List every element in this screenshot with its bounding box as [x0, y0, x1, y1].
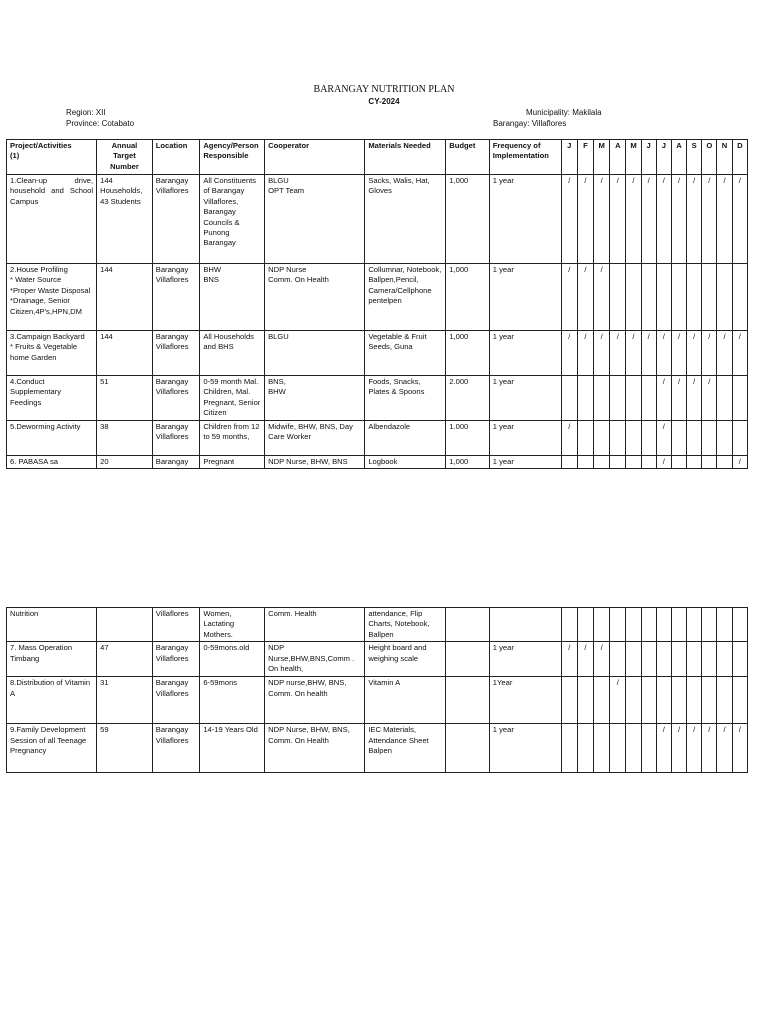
month-mark-feb: [577, 376, 593, 421]
month-mark-mar: /: [594, 642, 610, 677]
location-cell: Barangay Villaflores: [152, 264, 200, 331]
month-mark-jan: [561, 677, 577, 724]
frequency-cell: 1 year: [489, 376, 561, 421]
month-mark-dec: [732, 376, 747, 421]
header-agency: Agency/Person Responsible: [200, 140, 265, 175]
month-mark-oct: [702, 421, 717, 456]
province-label: Province: Cotabato: [66, 119, 135, 128]
month-mark-mar: [594, 376, 610, 421]
budget-cell: [446, 608, 490, 642]
month-mark-oct: /: [702, 175, 717, 264]
agency-cell: 0-59mons.old: [200, 642, 265, 677]
month-mark-may: /: [626, 331, 641, 376]
agency-cell: BHW BNS: [200, 264, 265, 331]
month-mark-mar: [594, 677, 610, 724]
month-mark-aug: /: [671, 376, 686, 421]
materials-cell: IEC Materials, Attendance Sheet Balpen: [365, 724, 446, 773]
materials-cell: Vitamin A: [365, 677, 446, 724]
header-month-aug: A: [671, 140, 686, 175]
month-mark-feb: [577, 677, 593, 724]
agency-cell: 6-59mons: [200, 677, 265, 724]
project-cell: 8.Distribution of Vitamin A: [7, 677, 97, 724]
month-mark-dec: [732, 608, 747, 642]
target-cell: 31: [97, 677, 153, 724]
agency-cell: Children from 12 to 59 months,: [200, 421, 265, 456]
month-mark-may: [626, 264, 641, 331]
project-cell: 5.Deworming Activity: [7, 421, 97, 456]
header-month-may: M: [626, 140, 641, 175]
table-row: [7, 421, 748, 456]
target-cell: 59: [97, 724, 153, 773]
month-mark-may: [626, 724, 641, 773]
agency-cell: Pregnant: [200, 456, 265, 469]
location-cell: Barangay Villaflores: [152, 724, 200, 773]
materials-cell: Height board and weighing scale: [365, 642, 446, 677]
budget-cell: [446, 724, 490, 773]
table-row: [7, 456, 748, 469]
header-project: Project/Activities (1): [7, 140, 97, 175]
month-mark-oct: [702, 608, 717, 642]
location-cell: Barangay Villaflores: [152, 642, 200, 677]
month-mark-oct: /: [702, 376, 717, 421]
month-mark-aug: /: [671, 331, 686, 376]
month-mark-dec: [732, 677, 747, 724]
month-mark-jul: [656, 642, 671, 677]
month-mark-jun: [641, 724, 656, 773]
budget-cell: 2.000: [446, 376, 490, 421]
materials-cell: Sacks, Walis, Hat, Gloves: [365, 175, 446, 264]
materials-cell: Logbook: [365, 456, 446, 469]
month-mark-feb: [577, 456, 593, 469]
month-mark-aug: [671, 642, 686, 677]
month-mark-dec: [732, 421, 747, 456]
month-mark-nov: /: [717, 331, 732, 376]
table-row: [7, 264, 748, 331]
month-mark-oct: [702, 677, 717, 724]
month-mark-mar: /: [594, 331, 610, 376]
month-mark-oct: /: [702, 331, 717, 376]
month-mark-jun: [641, 608, 656, 642]
cooperator-cell: NDP nurse,BHW, BNS, Comm. On health: [265, 677, 365, 724]
month-mark-dec: /: [732, 175, 747, 264]
header-frequency: Frequency of Implementation: [489, 140, 561, 175]
month-mark-may: [626, 677, 641, 724]
month-mark-jul: [656, 264, 671, 331]
cooperator-cell: Midwife, BHW, BNS, Day Care Worker: [265, 421, 365, 456]
month-mark-feb: [577, 421, 593, 456]
header-materials: Materials Needed: [365, 140, 446, 175]
month-mark-jan: /: [561, 331, 577, 376]
header-month-nov: N: [717, 140, 732, 175]
table-row: [7, 642, 748, 677]
month-mark-jan: [561, 376, 577, 421]
month-mark-sep: /: [687, 331, 702, 376]
cooperator-cell: NDP Nurse,BHW,BNS,Comm . On health,: [265, 642, 365, 677]
month-mark-sep: [687, 608, 702, 642]
location-cell: Barangay: [152, 456, 200, 469]
document-subtitle: CY-2024: [368, 97, 400, 106]
month-mark-feb: [577, 608, 593, 642]
header-month-jan: J: [561, 140, 577, 175]
budget-cell: [446, 642, 490, 677]
materials-cell: Foods, Snacks, Plates & Spoons: [365, 376, 446, 421]
target-cell: 38: [97, 421, 153, 456]
frequency-cell: 1 year: [489, 421, 561, 456]
location-cell: Barangay Villaflores: [152, 331, 200, 376]
month-mark-dec: /: [732, 331, 747, 376]
budget-cell: 1,000: [446, 264, 490, 331]
agency-cell: 14-19 Years Old: [200, 724, 265, 773]
header-target: Annual Target Number: [97, 140, 153, 175]
month-mark-jun: [641, 376, 656, 421]
target-cell: 47: [97, 642, 153, 677]
budget-cell: 1,000: [446, 331, 490, 376]
month-mark-nov: [717, 264, 732, 331]
month-mark-sep: /: [687, 376, 702, 421]
month-mark-nov: [717, 376, 732, 421]
table-row: [7, 175, 748, 264]
materials-cell: Collumnar, Notebook, Ballpen,Pencil, Camera/Cellphone pentelpen: [365, 264, 446, 331]
month-mark-nov: [717, 642, 732, 677]
month-mark-sep: [687, 642, 702, 677]
month-mark-apr: [610, 642, 626, 677]
document-title: BARANGAY NUTRITION PLAN: [313, 84, 455, 95]
month-mark-oct: /: [702, 724, 717, 773]
month-mark-sep: [687, 456, 702, 469]
municipality-label: Municipality: Makilala: [526, 108, 602, 117]
month-mark-jan: /: [561, 421, 577, 456]
agency-cell: All Constituents of Barangay Villaflores, Barangay Councils & Punong Barangay: [200, 175, 265, 264]
project-cell: 9.Family Development Session of all Teenage Pregnancy: [7, 724, 97, 773]
month-mark-aug: /: [671, 175, 686, 264]
month-mark-nov: /: [717, 175, 732, 264]
month-mark-apr: [610, 376, 626, 421]
month-mark-may: [626, 608, 641, 642]
header-month-jun: J: [641, 140, 656, 175]
target-cell: 51: [97, 376, 153, 421]
month-mark-jul: /: [656, 456, 671, 469]
month-mark-apr: [610, 608, 626, 642]
month-mark-apr: [610, 456, 626, 469]
month-mark-jan: [561, 608, 577, 642]
month-mark-jul: /: [656, 421, 671, 456]
month-mark-jan: [561, 724, 577, 773]
frequency-cell: 1 year: [489, 456, 561, 469]
header-location: Location: [152, 140, 200, 175]
region-label: Region: XII: [66, 108, 106, 117]
target-cell: 144: [97, 331, 153, 376]
month-mark-mar: [594, 456, 610, 469]
location-cell: Barangay Villaflores: [152, 421, 200, 456]
month-mark-jul: /: [656, 724, 671, 773]
month-mark-jul: /: [656, 175, 671, 264]
month-mark-jan: [561, 456, 577, 469]
month-mark-mar: /: [594, 264, 610, 331]
month-mark-sep: [687, 264, 702, 331]
month-mark-apr: /: [610, 677, 626, 724]
month-mark-mar: [594, 608, 610, 642]
project-cell: 6. PABASA sa: [7, 456, 97, 469]
month-mark-oct: [702, 642, 717, 677]
frequency-cell: [489, 608, 561, 642]
barangay-label: Barangay: Villaflores: [493, 119, 567, 128]
cooperator-cell: BNS, BHW: [265, 376, 365, 421]
header-month-dec: D: [732, 140, 747, 175]
month-mark-jan: /: [561, 264, 577, 331]
budget-cell: [446, 677, 490, 724]
month-mark-may: [626, 376, 641, 421]
month-mark-jun: [641, 421, 656, 456]
month-mark-apr: [610, 264, 626, 331]
header-month-feb: F: [577, 140, 593, 175]
project-cell: 4.Conduct Supplementary Feedings: [7, 376, 97, 421]
month-mark-jun: [641, 642, 656, 677]
project-cell: 7. Mass Operation Timbang: [7, 642, 97, 677]
frequency-cell: 1 year: [489, 642, 561, 677]
month-mark-nov: [717, 608, 732, 642]
project-cell: 1.Clean-up drive, household and School Campus: [7, 175, 97, 264]
table-row: [7, 724, 748, 773]
month-mark-jul: /: [656, 331, 671, 376]
header-month-apr: A: [610, 140, 626, 175]
month-mark-feb: /: [577, 331, 593, 376]
cooperator-cell: BLGU OPT Team: [265, 175, 365, 264]
month-mark-dec: /: [732, 724, 747, 773]
month-mark-aug: [671, 608, 686, 642]
target-cell: 144 Households, 43 Students: [97, 175, 153, 264]
month-mark-feb: /: [577, 642, 593, 677]
month-mark-apr: /: [610, 175, 626, 264]
month-mark-jan: /: [561, 175, 577, 264]
target-cell: 144: [97, 264, 153, 331]
month-mark-jul: [656, 677, 671, 724]
month-mark-mar: [594, 421, 610, 456]
budget-cell: 1,000: [446, 456, 490, 469]
month-mark-jun: [641, 677, 656, 724]
materials-cell: attendance, Flip Charts, Notebook, Ballpen: [365, 608, 446, 642]
month-mark-may: [626, 642, 641, 677]
agency-cell: Women, Lactating Mothers.: [200, 608, 265, 642]
month-mark-aug: [671, 421, 686, 456]
table-body-page2: [7, 608, 748, 773]
month-mark-nov: [717, 421, 732, 456]
month-mark-aug: [671, 677, 686, 724]
agency-cell: All Households and BHS: [200, 331, 265, 376]
month-mark-nov: [717, 456, 732, 469]
month-mark-sep: [687, 421, 702, 456]
frequency-cell: 1 year: [489, 264, 561, 331]
table-row: [7, 331, 748, 376]
header-cooperator: Cooperator: [265, 140, 365, 175]
budget-cell: 1.000: [446, 421, 490, 456]
project-cell: 3.Campaign Backyard * Fruits & Vegetable home Garden: [7, 331, 97, 376]
month-mark-apr: [610, 421, 626, 456]
month-mark-feb: [577, 724, 593, 773]
month-mark-may: [626, 421, 641, 456]
header-month-jul: J: [656, 140, 671, 175]
month-mark-jul: /: [656, 376, 671, 421]
month-mark-jun: /: [641, 175, 656, 264]
nutrition-plan-table-page1: [6, 139, 748, 469]
materials-cell: Albendazole: [365, 421, 446, 456]
frequency-cell: 1Year: [489, 677, 561, 724]
month-mark-may: /: [626, 175, 641, 264]
month-mark-may: [626, 456, 641, 469]
month-mark-apr: [610, 724, 626, 773]
header-month-mar: M: [594, 140, 610, 175]
month-mark-oct: [702, 264, 717, 331]
month-mark-feb: /: [577, 175, 593, 264]
agency-cell: 0-59 month Mal. Children, Mal. Pregnant, Senior Citizen: [200, 376, 265, 421]
budget-cell: 1,000: [446, 175, 490, 264]
nutrition-plan-table-page2: [6, 607, 748, 773]
location-cell: Barangay Villaflores: [152, 677, 200, 724]
month-mark-nov: /: [717, 724, 732, 773]
month-mark-apr: /: [610, 331, 626, 376]
month-mark-jun: /: [641, 331, 656, 376]
cooperator-cell: Comm. Health: [265, 608, 365, 642]
month-mark-mar: [594, 724, 610, 773]
month-mark-dec: [732, 264, 747, 331]
frequency-cell: 1 year: [489, 175, 561, 264]
table-header-row: [7, 140, 748, 175]
table-row: [7, 608, 748, 642]
cooperator-cell: NDP Nurse, BHW, BNS: [265, 456, 365, 469]
month-mark-jan: /: [561, 642, 577, 677]
project-cell: Nutrition: [7, 608, 97, 642]
header-month-sep: S: [687, 140, 702, 175]
header-month-oct: O: [702, 140, 717, 175]
target-cell: [97, 608, 153, 642]
month-mark-jun: [641, 264, 656, 331]
month-mark-dec: [732, 642, 747, 677]
table-body-page1: [7, 175, 748, 469]
header-budget: Budget: [446, 140, 490, 175]
table-row: [7, 376, 748, 421]
frequency-cell: 1 year: [489, 724, 561, 773]
month-mark-feb: /: [577, 264, 593, 331]
location-cell: Barangay Villaflores: [152, 175, 200, 264]
materials-cell: Vegetable & Fruit Seeds, Guna: [365, 331, 446, 376]
month-mark-sep: /: [687, 724, 702, 773]
table-row: [7, 677, 748, 724]
month-mark-jun: [641, 456, 656, 469]
month-mark-nov: [717, 677, 732, 724]
location-cell: Villaflores: [152, 608, 200, 642]
month-mark-jul: [656, 608, 671, 642]
frequency-cell: 1 year: [489, 331, 561, 376]
month-mark-aug: [671, 264, 686, 331]
cooperator-cell: NDP Nurse, BHW, BNS, Comm. On Health: [265, 724, 365, 773]
month-mark-sep: [687, 677, 702, 724]
month-mark-oct: [702, 456, 717, 469]
cooperator-cell: NDP Nurse Comm. On Health: [265, 264, 365, 331]
project-cell: 2.House Profiling * Water Source *Proper Waste Disposal *Drainage, Senior Citizen,4P's,HPN,DM: [7, 264, 97, 331]
month-mark-aug: [671, 456, 686, 469]
location-cell: Barangay Villaflores: [152, 376, 200, 421]
target-cell: 20: [97, 456, 153, 469]
cooperator-cell: BLGU: [265, 331, 365, 376]
month-mark-dec: /: [732, 456, 747, 469]
month-mark-mar: /: [594, 175, 610, 264]
month-mark-sep: /: [687, 175, 702, 264]
month-mark-aug: /: [671, 724, 686, 773]
